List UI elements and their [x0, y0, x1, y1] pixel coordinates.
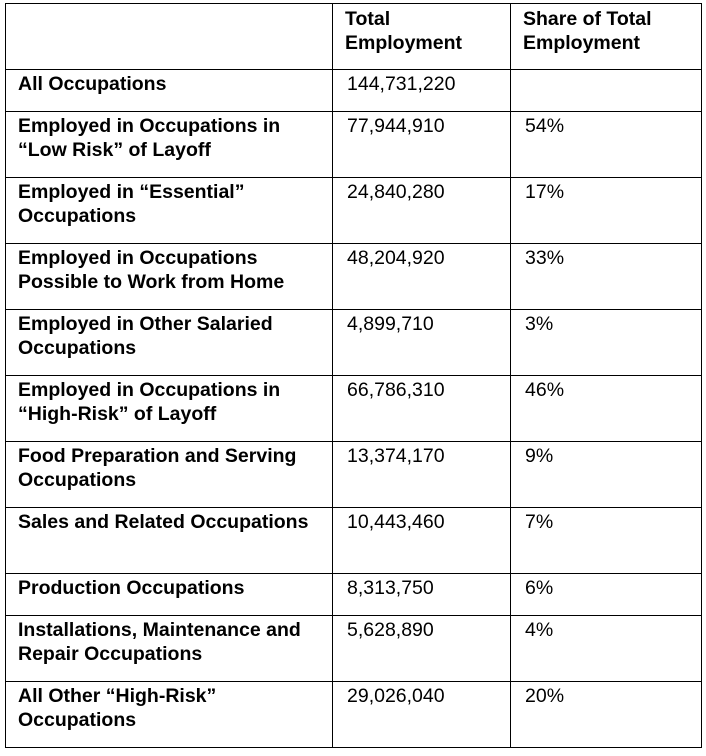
row-total: 24,840,280: [333, 178, 511, 244]
row-share: 4%: [511, 616, 702, 682]
header-share-of-total: Share of Total Employment: [511, 4, 702, 70]
row-total: 8,313,750: [333, 574, 511, 616]
employment-table: [5, 3, 702, 748]
row-total: 5,628,890: [333, 616, 511, 682]
row-total: 66,786,310: [333, 376, 511, 442]
row-share: 46%: [511, 376, 702, 442]
table-row: [6, 682, 702, 748]
row-total: 144,731,220: [333, 70, 511, 112]
row-label: All Occupations: [6, 70, 333, 112]
row-share: 7%: [511, 508, 702, 574]
row-total: 13,374,170: [333, 442, 511, 508]
row-label: Sales and Related Occupations: [6, 508, 333, 574]
row-label: Employed in Occupations Possible to Work from Home: [6, 244, 333, 310]
table-row: [6, 574, 702, 616]
table-row: [6, 70, 702, 112]
row-share: 3%: [511, 310, 702, 376]
row-share: 17%: [511, 178, 702, 244]
row-share: 6%: [511, 574, 702, 616]
table-row: [6, 244, 702, 310]
table-row: [6, 112, 702, 178]
row-total: 10,443,460: [333, 508, 511, 574]
row-share: 33%: [511, 244, 702, 310]
table-row: [6, 376, 702, 442]
row-total: 29,026,040: [333, 682, 511, 748]
table-row: [6, 442, 702, 508]
employment-table-container: [5, 3, 702, 748]
header-empty-cell: [6, 4, 333, 70]
table-row: [6, 616, 702, 682]
row-share: 20%: [511, 682, 702, 748]
row-label: All Other “High-Risk” Occupations: [6, 682, 333, 748]
row-total: 4,899,710: [333, 310, 511, 376]
row-label: Employed in Occupations in “Low Risk” of Layoff: [6, 112, 333, 178]
row-share: 9%: [511, 442, 702, 508]
table-row: [6, 178, 702, 244]
row-share: 54%: [511, 112, 702, 178]
row-label: Production Occupations: [6, 574, 333, 616]
table-row: [6, 310, 702, 376]
table-header-row: [6, 4, 702, 70]
table-row: [6, 508, 702, 574]
row-label: Employed in Occupations in “High-Risk” of Layoff: [6, 376, 333, 442]
row-share: [511, 70, 702, 112]
row-total: 48,204,920: [333, 244, 511, 310]
row-label: Employed in Other Salaried Occupations: [6, 310, 333, 376]
row-label: Employed in “Essential” Occupations: [6, 178, 333, 244]
row-label: Food Preparation and Serving Occupations: [6, 442, 333, 508]
header-total-employment: Total Employment: [333, 4, 511, 70]
row-total: 77,944,910: [333, 112, 511, 178]
row-label: Installations, Maintenance and Repair Occupations: [6, 616, 333, 682]
